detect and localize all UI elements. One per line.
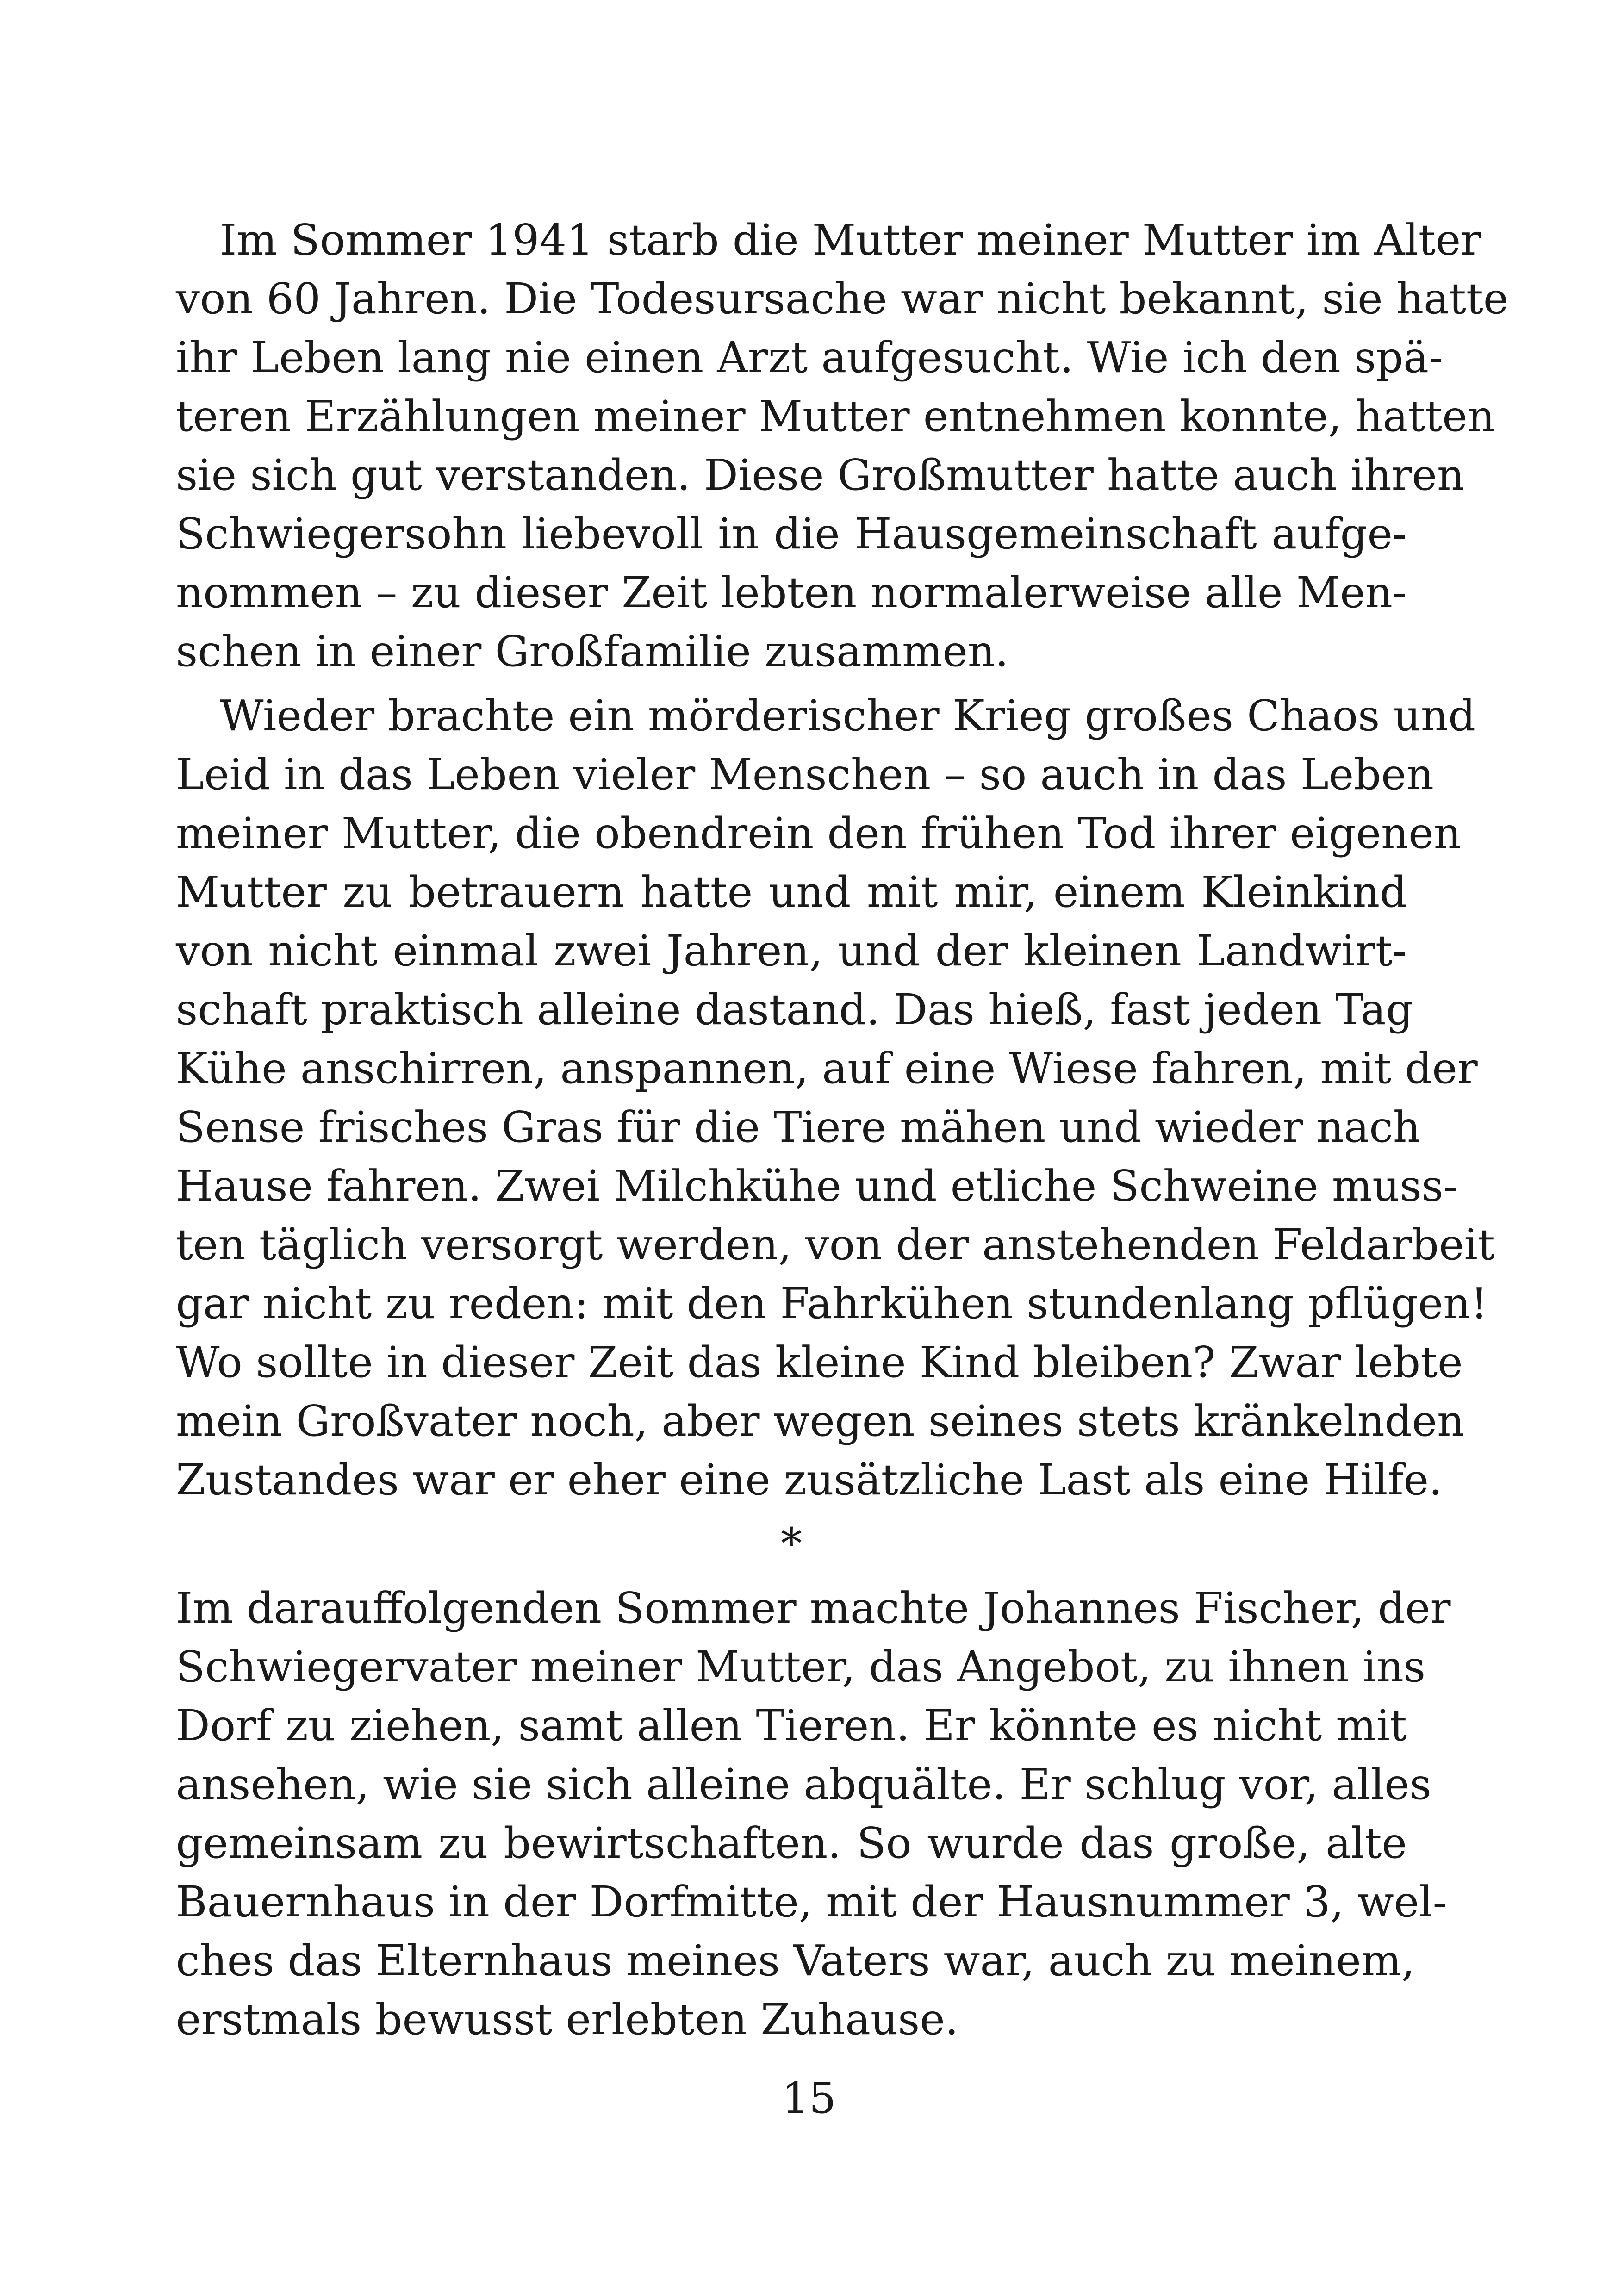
- text-line: schen in einer Großfamilie zusammen.: [176, 627, 1009, 676]
- text-line: Wieder brachte ein mörderischer Krieg großes Chaos und: [220, 691, 1475, 740]
- text-line: gemeinsam zu bewirtschaften. So wurde das große, alte: [176, 1818, 1407, 1868]
- text-line: nommen – zu dieser Zeit lebten normalerweise alle Men-: [176, 568, 1407, 617]
- text-line: von 60 Jahren. Die Todesursache war nicht bekannt, sie hatte: [176, 274, 1509, 324]
- text-line: erstmals bewusst erlebten Zuhause.: [176, 1995, 959, 2044]
- body-text: [176, 211, 1509, 2049]
- text-line: sie sich gut verstanden. Diese Großmutter hatte auch ihren: [176, 450, 1465, 500]
- paragraph-3: [176, 1579, 1451, 2049]
- paragraph-1: [176, 211, 1509, 681]
- text-line: Bauernhaus in der Dorfmitte, mit der Hausnummer 3, wel-: [176, 1877, 1447, 1927]
- text-line: ches das Elternhaus meines Vaters war, auch zu meinem,: [176, 1936, 1415, 1985]
- section-separator: *: [781, 1519, 802, 1568]
- text-line: Sense frisches Gras für die Tiere mähen und wieder nach: [176, 1102, 1421, 1152]
- text-line: teren Erzählungen meiner Mutter entnehmen konnte, hatten: [176, 392, 1495, 441]
- text-line: Im darauffolgenden Sommer machte Johannes Fischer, der: [176, 1583, 1451, 1633]
- text-line: ihr Leben lang nie einen Arzt aufgesucht. Wie ich den spä-: [176, 333, 1444, 382]
- text-line: Kühe anschirren, anspannen, auf eine Wiese fahren, mit der: [176, 1044, 1478, 1093]
- page-number: 15: [782, 2073, 836, 2123]
- text-line: Mutter zu betrauern hatte und mit mir, einem Kleinkind: [176, 867, 1407, 917]
- text-line: meiner Mutter, die obendrein den frühen Tod ihrer eigenen: [176, 809, 1461, 858]
- text-line: Im Sommer 1941 starb die Mutter meiner Mutter im Alter: [220, 215, 1481, 265]
- text-line: Wo sollte in dieser Zeit das kleine Kind bleiben? Zwar lebte: [176, 1338, 1463, 1387]
- text-line: gar nicht zu reden: mit den Fahrkühen stundenlang pflügen!: [176, 1279, 1488, 1328]
- paragraph-gap: [176, 681, 1407, 686]
- text-line: Schwiegervater meiner Mutter, das Angebot, zu ihnen ins: [176, 1642, 1426, 1692]
- text-line: Zustandes war er eher eine zusätzliche Last als eine Hilfe.: [176, 1455, 1443, 1505]
- text-line: Leid in das Leben vieler Menschen – so auch in das Leben: [176, 750, 1434, 799]
- text-line: mein Großvater noch, aber wegen seines stets kränkelnden: [176, 1396, 1465, 1446]
- paragraph-2: [176, 686, 1495, 1509]
- text-line: ten täglich versorgt werden, von der anstehenden Feldarbeit: [176, 1220, 1495, 1269]
- text-line: Dorf zu ziehen, samt allen Tieren. Er könnte es nicht mit: [176, 1701, 1407, 1750]
- text-line: von nicht einmal zwei Jahren, und der kleinen Landwirt-: [176, 926, 1407, 976]
- text-line: schaft praktisch alleine dastand. Das hieß, fast jeden Tag: [176, 985, 1413, 1034]
- text-line: ansehen, wie sie sich alleine abquälte. Er schlug vor, alles: [176, 1760, 1431, 1809]
- text-line: Hause fahren. Zwei Milchkühe und etliche Schweine muss-: [176, 1161, 1458, 1211]
- text-line: Schwiegersohn liebevoll in die Hausgemeinschaft aufge-: [176, 509, 1407, 559]
